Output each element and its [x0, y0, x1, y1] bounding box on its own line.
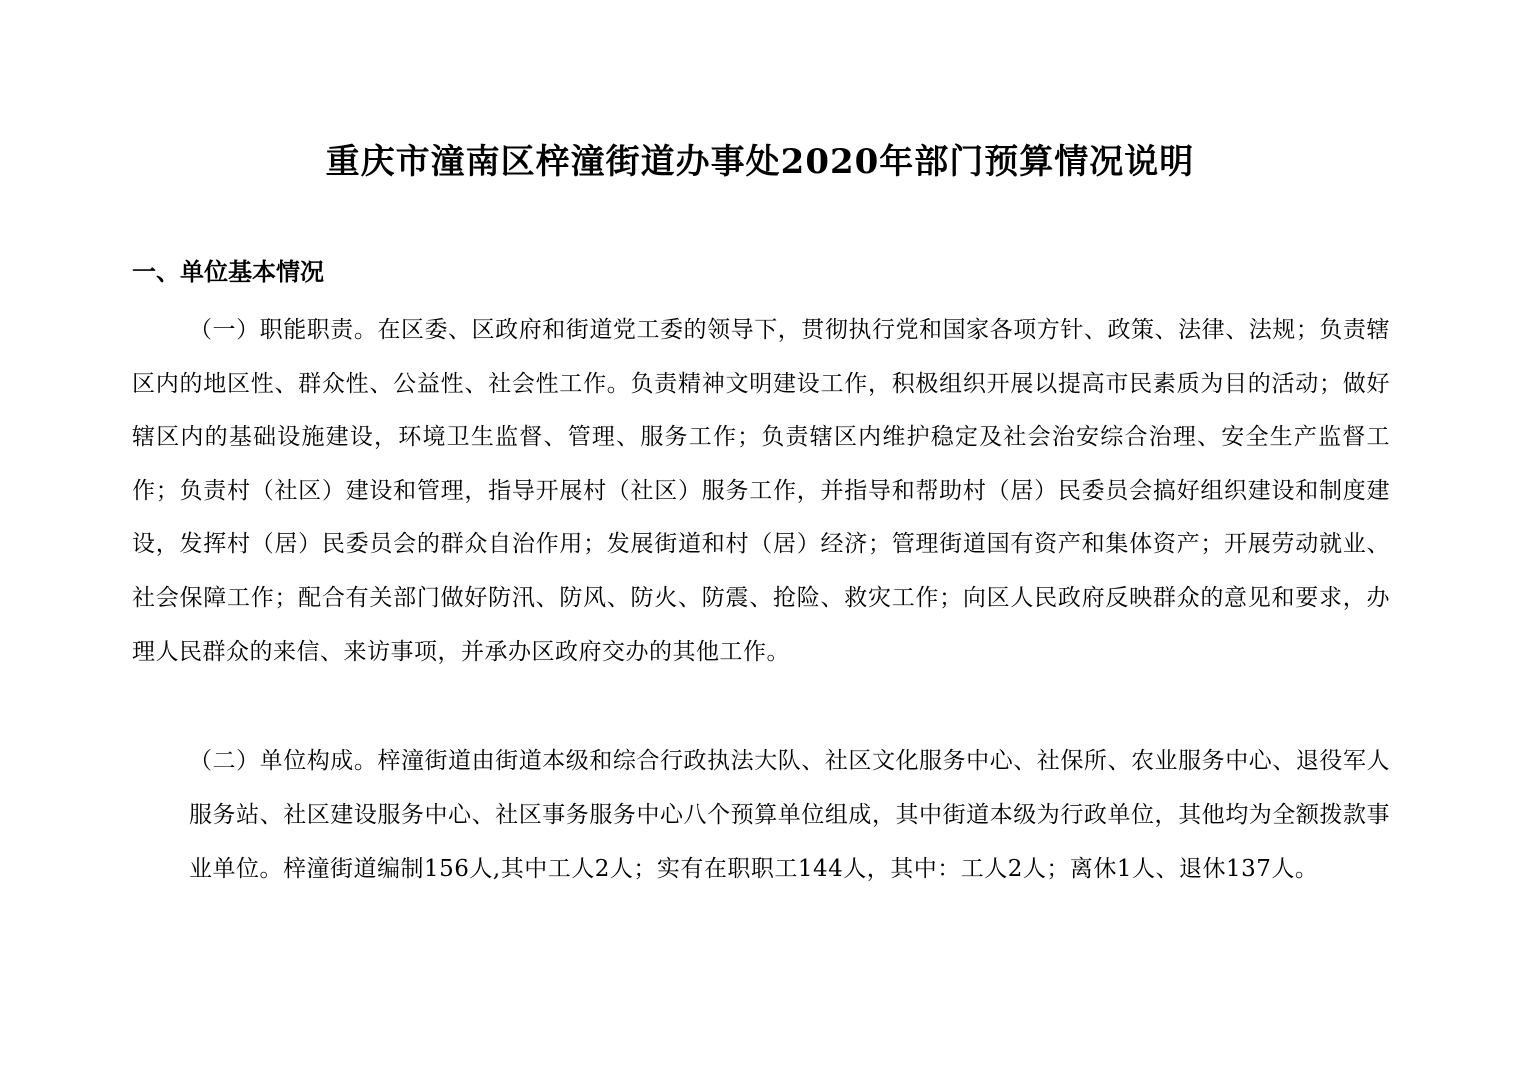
paragraph-unit-composition: （二）单位构成。梓潼街道由街道本级和综合行政执法大队、社区文化服务中心、社保所、农业服务中心、退役军人服务站、社区建设服务中心、社区事务服务中心八个预算单位组成，其中街道本级为行政单位，其他均为全额拨款事业单位。梓潼街道编制156人,其中工人2人；实有在职职工144人，其中：工人2人；离休1人、退休137人。 — [189, 748, 1390, 882]
document-title: 重庆市潼南区梓潼街道办事处2020年部门预算情况说明 — [325, 142, 1195, 182]
section-heading-basic-info: 一、单位基本情况 — [132, 258, 324, 286]
paragraph-duties: （一）职能职责。在区委、区政府和街道党工委的领导下，贯彻执行党和国家各项方针、政策、法律、法规；负责辖区内的地区性、群众性、公益性、社会性工作。负责精神文明建设工作，积极组织开展以提高市民素质为目的活动；做好辖区内的基础设施建设，环境卫生监督、管理、服务工作；负责辖区内维护稳定及社会治安综合治理、安全生产监督工作；负责村（社区）建设和管理，指导开展村（社区）服务工作，并指导和帮助村（居）民委员会搞好组织建设和制度建设，发挥村（居）民委员会的群众自治作用；发展街道和村（居）经济；管理街道国有资产和集体资产；开展劳动就业、社会保障工作；配合有关部门做好防汛、防风、防火、防震、抢险、救灾工作；向区人民政府反映群众的意见和要求，办理人民群众的来信、来访事项，并承办区政府交办的其他工作。 — [132, 317, 1390, 665]
